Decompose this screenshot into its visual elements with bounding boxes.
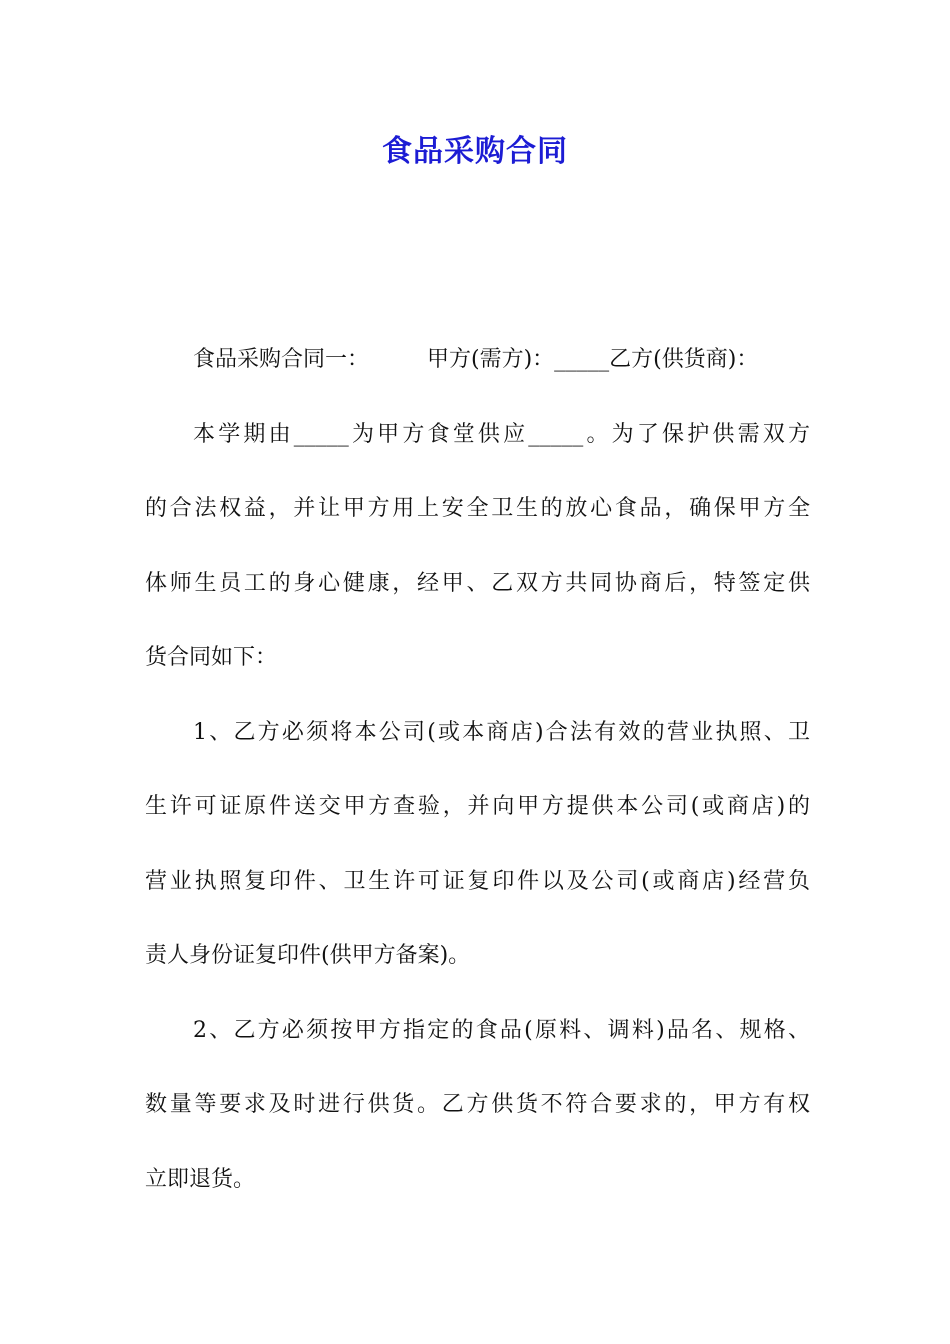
paragraph-line: 本学期由_____为甲方食堂供应_____。为了保护供需双方: [193, 421, 810, 447]
document-body: [145, 335, 810, 1229]
paragraph-line: 的合法权益，并让甲方用上安全卫生的放心食品，确保甲方全: [145, 496, 810, 521]
clause-1-line: 营业执照复印件、卫生许可证复印件以及公司(或商店)经营负: [145, 868, 810, 894]
paragraph-line: 体师生员工的身心健康，经甲、乙双方共同协商后，特签定供: [145, 570, 810, 596]
clause-2-line: 立即退货。: [145, 1166, 256, 1192]
paragraph-line: 货合同如下：: [145, 645, 278, 670]
clause-2-line: 数量等要求及时进行供货。乙方供货不符合要求的，甲方有权: [145, 1092, 810, 1117]
contract-heading: 食品采购合同一：: [193, 347, 370, 372]
clause-1-line: 1、乙方必须将本公司(或本商店)合法有效的营业执照、卫: [193, 719, 810, 745]
parties-line: [145, 335, 810, 410]
document-title: 食品采购合同: [382, 134, 568, 169]
clause-2-line: 2、乙方必须按甲方指定的食品(原料、调料)品名、规格、: [193, 1017, 810, 1043]
parties-blank-fields: 甲方(需方)：_____乙方(供货商)：: [427, 347, 759, 372]
clause-1-line: 生许可证原件送交甲方查验，并向甲方提供本公司(或商店)的: [145, 794, 810, 819]
clause-1-line: 责人身份证复印件(供甲方备案)。: [145, 943, 471, 968]
